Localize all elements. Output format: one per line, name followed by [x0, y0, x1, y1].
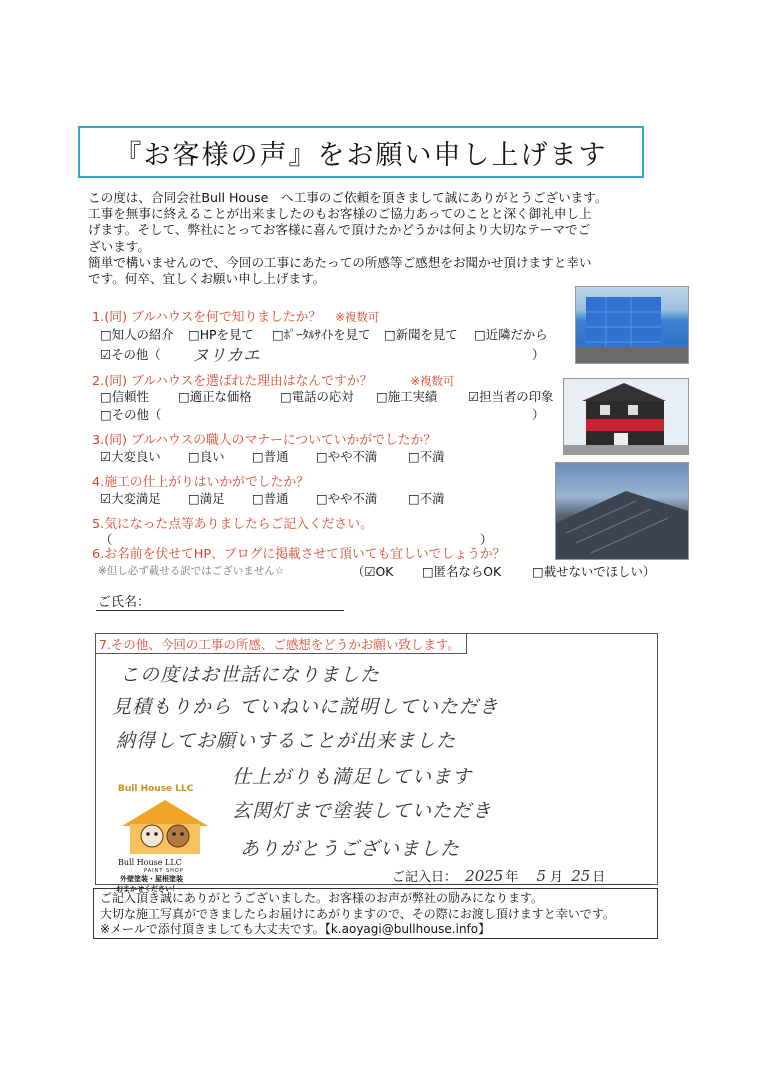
option-hp[interactable]: □HPを見て: [188, 327, 254, 342]
question-2-other: [100, 405, 560, 423]
option-newspaper[interactable]: □新聞を見て: [384, 327, 458, 342]
logo-name: Bull House LLC: [118, 858, 182, 867]
option-neighborhood[interactable]: □近隣だから: [474, 327, 548, 342]
option-dissatisfied-4[interactable]: □不満: [408, 491, 445, 506]
intro-line: ざいます。: [88, 238, 150, 254]
option-anonymous-ok[interactable]: □匿名ならOK: [422, 564, 502, 579]
logo-tagline-1: 外壁塗装・屋根塗装: [120, 875, 183, 883]
question-3: [92, 429, 436, 448]
intro-text: [88, 190, 673, 287]
question-6: [92, 543, 505, 562]
house-icon: [564, 379, 688, 454]
question-2-label: 2.(同) ブルハウスを選ばれた理由はなんですか？: [92, 374, 373, 389]
option-phone-response[interactable]: □電話の応対: [280, 389, 354, 404]
comment-line: 仕上がりも満足しています: [232, 766, 473, 788]
question-1-label: 1.(同) ブルハウスを何で知りましたか？: [92, 310, 322, 325]
comment-line: ありがとうございました: [240, 838, 461, 860]
date-day-unit: 日: [592, 870, 606, 885]
other-close: ）: [532, 347, 545, 362]
footer-line: ※メールで添付頂きましても大丈夫です。【k.aoyagi@bullhouse.info】: [100, 922, 491, 936]
date-month-unit: 月: [550, 870, 564, 885]
date-underline: [392, 884, 652, 885]
other-answer: ヌリカエ: [192, 346, 260, 366]
question-4: [92, 471, 309, 490]
scaffold-icon: [576, 287, 688, 363]
footer-line: 大切な施工写真ができましたらお届けにあがりますので、その際にお渡し頂けますと幸いです。: [100, 906, 615, 921]
question-2-note: ※複数可: [410, 374, 455, 388]
comment-line: 見積もりから ていねいに説明していただき: [112, 696, 500, 718]
question-5-label: 5.気になった点等ありましたらご記入ください。: [92, 517, 373, 532]
intro-line: 簡単で構いませんので、今回の工事にあたっての所感等ご感想をお聞かせ頂けますと幸い: [88, 254, 592, 270]
date-year: 2025: [465, 867, 504, 885]
question-4-options: [100, 489, 540, 507]
comment-line: 納得してお願いすることが出来ました: [116, 730, 457, 752]
option-reliability[interactable]: □信頼性: [100, 389, 149, 404]
option-other[interactable]: ☑その他（: [100, 347, 161, 362]
intro-line: です。何卒、宜しくお願い申し上げます。: [88, 271, 326, 287]
intro-line: 工事を無事に終えることが出来ましたのもお客様のご協力あってのことと深く御礼申し上: [88, 206, 592, 222]
bulldog-house-icon: [110, 796, 220, 856]
option-track-record[interactable]: □施工実績: [376, 389, 438, 404]
answer-close: ）: [480, 532, 493, 547]
question-7-divider: [95, 653, 467, 654]
option-satisfied[interactable]: □満足: [188, 491, 225, 506]
question-6-sub: ※但し必ず載せる訳ではございません☆: [98, 565, 285, 577]
option-good[interactable]: □良い: [188, 449, 225, 464]
option-dissatisfied[interactable]: □不満: [408, 449, 445, 464]
option-ok[interactable]: （☑OK: [352, 564, 394, 579]
option-slightly-dissatisfied[interactable]: □やや不満: [316, 449, 378, 464]
intro-line: この度は、合同会社Bull House へ工事のご依頼を頂きまして誠にありがとうございます。: [88, 190, 608, 205]
logo-top-text: Bull House LLC: [118, 784, 194, 794]
footer-line: ご記入頂き誠にありがとうございました。お客様のお声が弊社の励みになります。: [100, 891, 544, 905]
question-6-label: 6.お名前を伏せてHP、ブログに掲載させて頂いても宜しいでしょうか？: [92, 547, 506, 562]
option-staff-impression[interactable]: ☑担当者の印象: [468, 389, 554, 404]
option-slightly-dissatisfied-4[interactable]: □やや不満: [316, 491, 378, 506]
date-month: 5: [536, 867, 547, 885]
comment-line: この度はお世話になりました: [120, 664, 381, 686]
answer-open: （: [100, 532, 113, 547]
name-label: ご氏名：: [98, 595, 151, 610]
name-field[interactable]: [150, 588, 340, 608]
entry-date: [392, 866, 652, 886]
date-day: 25: [571, 867, 591, 885]
option-very-satisfied[interactable]: ☑大変満足: [100, 491, 161, 506]
question-7: [99, 635, 460, 653]
question-6-options: [352, 562, 662, 580]
date-label: ご記入日：: [392, 870, 458, 885]
option-other-2[interactable]: □その他（: [100, 407, 162, 422]
question-7-divider-v: [466, 633, 467, 653]
page-title: 『お客様の声』をお願い申し上げます: [78, 126, 644, 178]
question-4-label: 4.施工の仕上がりはいかがでしたか？: [92, 475, 309, 490]
option-acquaintance[interactable]: □知人の紹介: [100, 327, 174, 342]
question-1: [92, 306, 379, 325]
logo-tagline-2: おまかせください！: [116, 885, 179, 893]
name-underline: [96, 610, 344, 611]
house-photo-red: [563, 378, 689, 455]
comment-line: 玄関灯まで塗装していただき: [232, 800, 493, 822]
logo-sub: PAINT SHOP: [144, 868, 184, 874]
question-1-other: [100, 345, 560, 365]
footer-note: [93, 888, 658, 939]
other-close-2: ）: [532, 407, 545, 422]
question-1-note: ※複数可: [335, 310, 380, 324]
date-year-unit: 年: [505, 870, 519, 885]
option-normal-4[interactable]: □普通: [252, 491, 289, 506]
option-fair-price[interactable]: □適正な価格: [178, 389, 252, 404]
company-logo: [110, 778, 220, 893]
roof-photo: [555, 462, 689, 560]
option-do-not-post[interactable]: □載せないでほしい）: [532, 564, 656, 579]
option-portal-site[interactable]: □ﾎﾟｰﾀﾙｻｲﾄを見て: [272, 327, 371, 342]
question-1-options: [100, 325, 560, 343]
question-2-options: [100, 387, 560, 405]
option-very-good[interactable]: ☑大変良い: [100, 449, 161, 464]
question-3-label: 3.(同) ブルハウスの職人のマナーについていかがでしたか？: [92, 433, 437, 448]
option-normal[interactable]: □普通: [252, 449, 289, 464]
question-3-options: [100, 447, 540, 465]
house-photo-scaffold: [575, 286, 689, 364]
question-7-label: 7.その他、今回の工事の所感、ご感想をどうかお願い致します。: [99, 637, 460, 652]
roof-icon: [556, 463, 688, 559]
intro-line: げます。そして、弊社にとってお客様に喜んで頂けたかどうかは何より大切なテーマでご: [88, 222, 591, 238]
